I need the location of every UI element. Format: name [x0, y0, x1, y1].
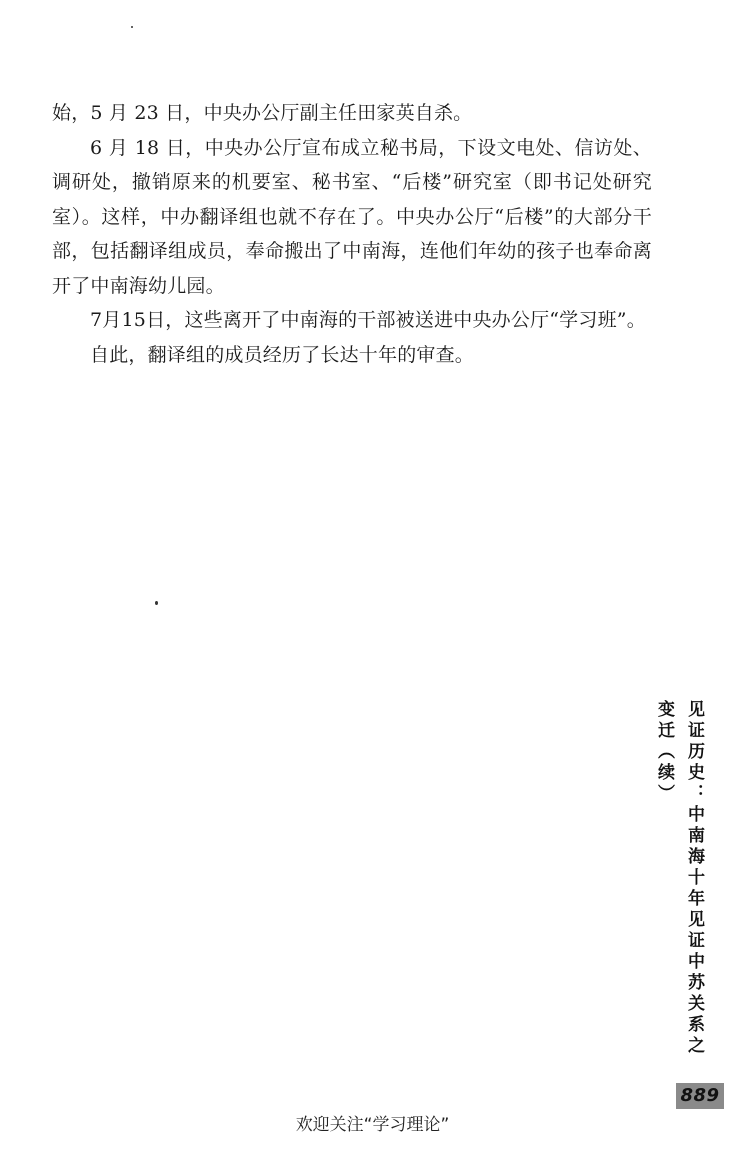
paragraph: 自此，翻译组的成员经历了长达十年的审查。: [90, 343, 475, 366]
paragraph: 7月15日，这些离开了中南海的干部被送进中央办公厅“学习班”。: [90, 309, 646, 331]
paragraph-continuation: 始，5 月 23 日，中央办公厅副主任田家英自杀。: [52, 102, 473, 124]
body-text: [52, 96, 652, 372]
scan-speck: [131, 26, 133, 28]
running-title: 见证历史：中南海十年见证中苏关系之变迁（续）: [654, 700, 704, 1057]
scan-speck: [155, 601, 158, 605]
footer-note: 欢迎关注“学习理论”: [295, 1115, 450, 1135]
paragraph: 6 月 18 日，中央办公厅宣布成立秘书局，下设文电处、信访处、调研处，撤销原来的机要室、秘书室、“后楼”研究室（即书记处研究室）。这样，中办翻译组也就不存在了。中央办公厅“后楼”的大部分干部，包括翻译组成员，奉命搬出了中南海，连他们年幼的孩子也奉命离开了中南海幼儿园。: [52, 136, 652, 297]
page-number: 889: [676, 1083, 724, 1109]
